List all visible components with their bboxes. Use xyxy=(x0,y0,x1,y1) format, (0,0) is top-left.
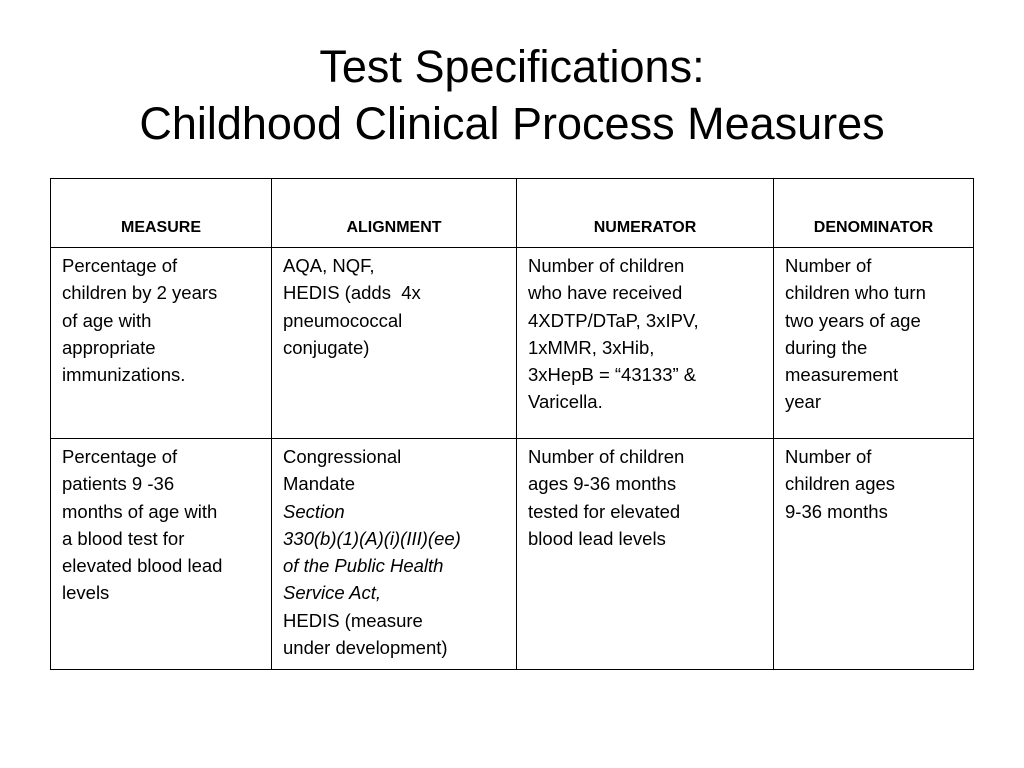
cell-line: of age with xyxy=(62,309,152,331)
cell-line: Mandate xyxy=(283,473,355,495)
cell-line: conjugate) xyxy=(283,336,370,358)
cell-line: 1xMMR, 3xHib, xyxy=(528,336,655,358)
cell-line: pneumococcal xyxy=(283,309,403,331)
cell-line: appropriate xyxy=(62,336,156,358)
cell-line: HEDIS (measure xyxy=(283,609,423,631)
cell-line: Number of children xyxy=(528,446,685,467)
cell-line: during the xyxy=(785,336,868,358)
title-line-1: Test Specifications: xyxy=(319,41,705,92)
table-row xyxy=(51,248,974,439)
cell-line: children by 2 years xyxy=(62,282,218,304)
header-measure: MEASURE xyxy=(51,179,272,248)
header-alignment: ALIGNMENT xyxy=(272,179,517,248)
cell-denominator xyxy=(774,439,974,670)
slide-title xyxy=(0,38,1024,152)
cell-line: year xyxy=(785,391,821,413)
cell-numerator xyxy=(517,439,774,670)
header-numerator: NUMERATOR xyxy=(517,179,774,248)
cell-line: a blood test for xyxy=(62,527,185,549)
cell-line: patients 9 -36 xyxy=(62,473,175,495)
cell-line: Congressional xyxy=(283,446,402,467)
cell-line: Number of children xyxy=(528,255,685,276)
cell-line: two years of age xyxy=(785,309,921,331)
cell-line-italic: 330(b)(1)(A)(i)(III)(ee) xyxy=(283,527,461,549)
cell-measure xyxy=(51,439,272,670)
cell-line: Percentage of xyxy=(62,255,178,276)
cell-line: 9-36 months xyxy=(785,500,888,522)
cell-line: months of age with xyxy=(62,500,218,522)
cell-line: AQA, NQF, xyxy=(283,255,375,276)
cell-line: blood lead levels xyxy=(528,527,666,549)
cell-line: children who turn xyxy=(785,282,926,304)
cell-line: Percentage of xyxy=(62,446,178,467)
cell-line: under development) xyxy=(283,637,448,659)
cell-line: immunizations. xyxy=(62,364,186,386)
cell-line: 3xHepB = “43133” & xyxy=(528,364,697,386)
cell-alignment xyxy=(272,439,517,670)
cell-measure xyxy=(51,248,272,439)
cell-line-italic: Service Act, xyxy=(283,582,382,604)
cell-line-italic: Section xyxy=(283,500,345,522)
header-denominator: DENOMINATOR xyxy=(774,179,974,248)
specifications-table xyxy=(50,178,974,670)
cell-line: HEDIS (adds 4x xyxy=(283,282,421,304)
cell-line: elevated blood lead xyxy=(62,555,223,577)
cell-line: Varicella. xyxy=(528,391,603,413)
title-line-2: Childhood Clinical Process Measures xyxy=(139,98,885,149)
cell-line: measurement xyxy=(785,364,899,386)
cell-line: who have received xyxy=(528,282,683,304)
table-header-row xyxy=(51,179,974,248)
cell-line: Number of xyxy=(785,255,872,276)
cell-line: levels xyxy=(62,582,110,604)
cell-line: children ages xyxy=(785,473,896,495)
cell-alignment xyxy=(272,248,517,439)
cell-numerator xyxy=(517,248,774,439)
cell-line-italic: of the Public Health xyxy=(283,555,444,577)
cell-line: ages 9-36 months xyxy=(528,473,677,495)
cell-line: 4XDTP/DTaP, 3xIPV, xyxy=(528,309,699,331)
cell-denominator xyxy=(774,248,974,439)
cell-line: Number of xyxy=(785,446,872,467)
cell-line: tested for elevated xyxy=(528,500,681,522)
table-row xyxy=(51,439,974,670)
